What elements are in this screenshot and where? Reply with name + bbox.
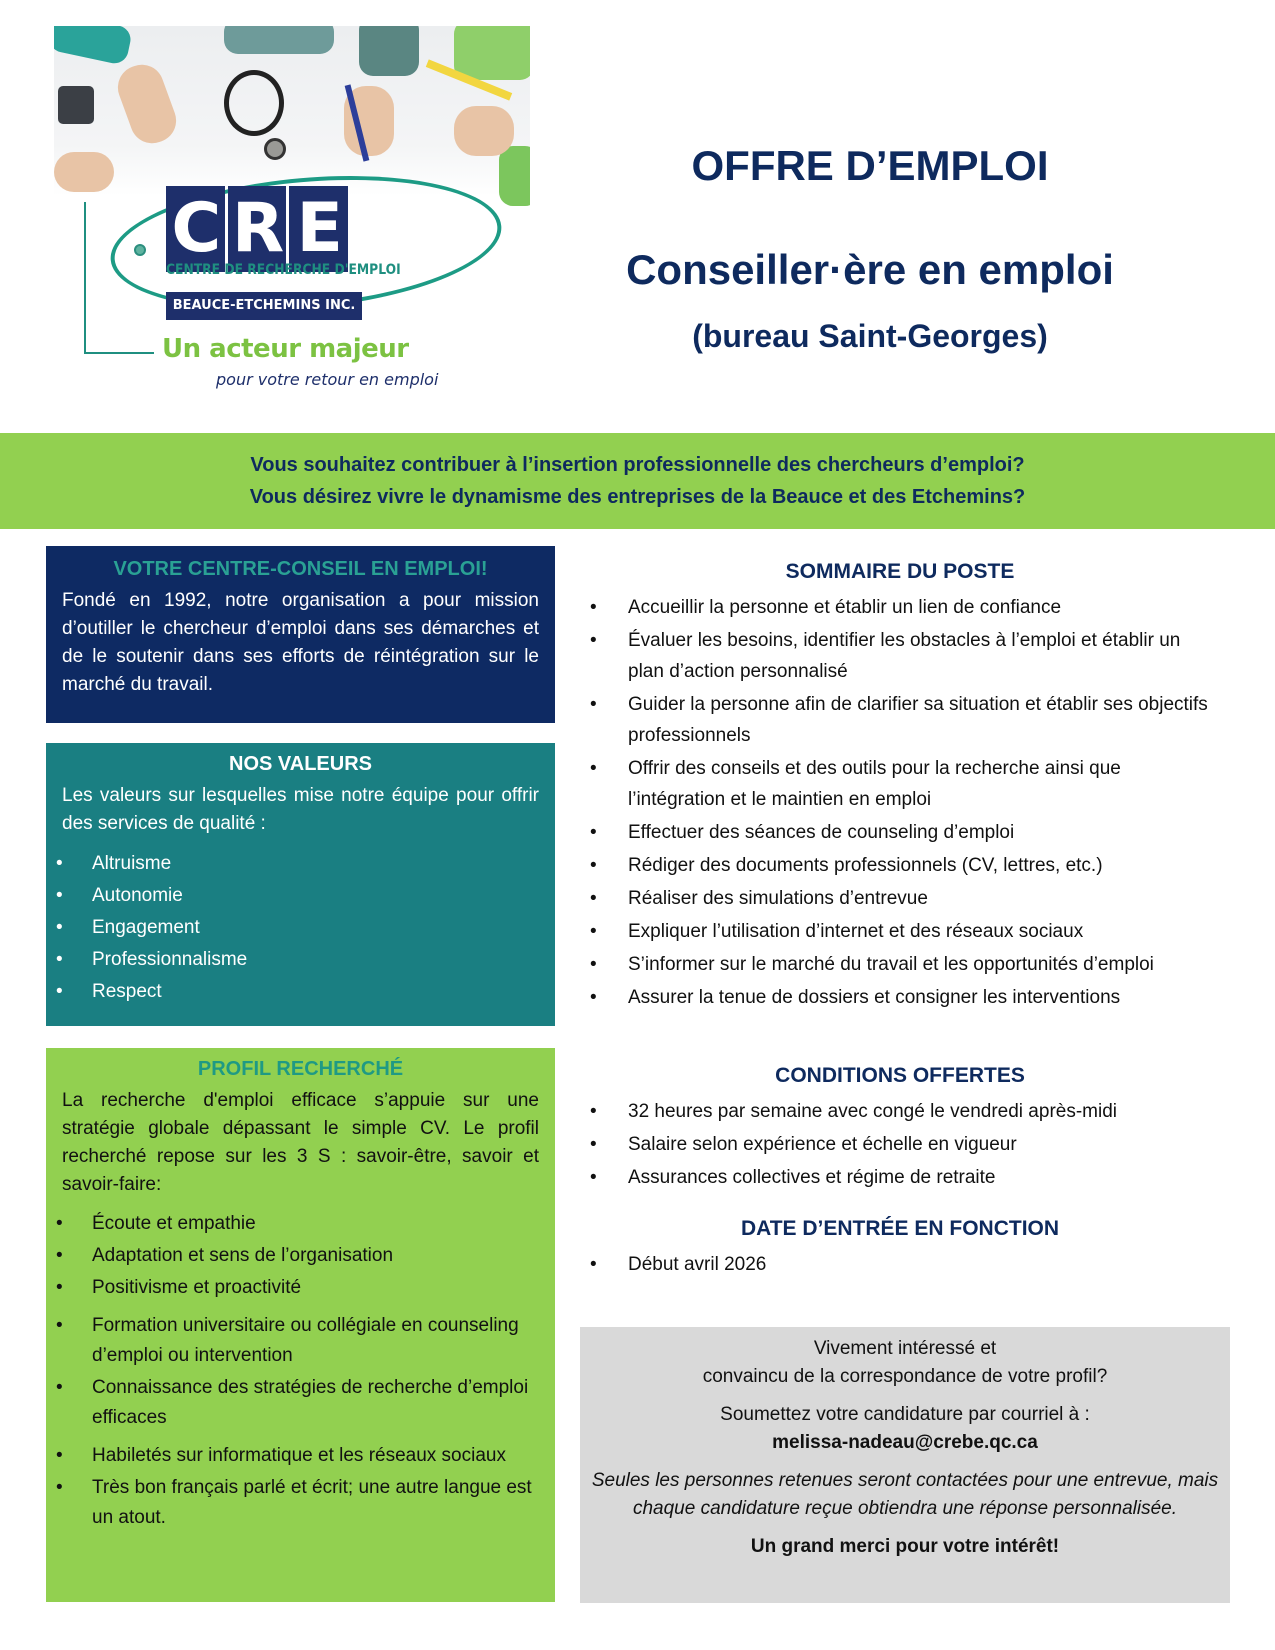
section-heading: VOTRE CENTRE-CONSEIL EN EMPLOI! [113, 558, 488, 580]
list-item-text: Expliquer l’utilisation d’internet et des réseaux sociaux [628, 921, 1084, 942]
list-item [590, 949, 1210, 980]
job-title: Conseiller·ère en emploi [626, 246, 1114, 293]
list-item [590, 1162, 1210, 1193]
profile-section [46, 1048, 555, 1602]
conditions-list [590, 1096, 1210, 1193]
bullet-icon: • [590, 954, 597, 975]
sleeve-shape [359, 26, 419, 76]
list-item-text: Offrir des conseils et des outils pour la recherche ainsi que l’intégration et le maintien en emploi [628, 758, 1121, 810]
start-date-list [590, 1249, 1210, 1280]
section-heading: DATE D’ENTRÉE EN FONCTION [740, 1217, 1060, 1240]
section-heading: CONDITIONS OFFERTES [775, 1064, 1025, 1087]
stethoscope-head-icon [264, 138, 286, 160]
list-item [590, 625, 1210, 687]
bullet-icon: • [56, 1445, 63, 1466]
list-item [56, 1473, 539, 1533]
list-item [590, 850, 1210, 881]
organization-region: BEAUCE-ETCHEMINS INC. [166, 292, 362, 320]
list-item-text: Adaptation et sens de l’organisation [92, 1245, 394, 1266]
section-text: Fondé en 1992, notre organisation a pour mission d’outiller le chercheur d’emploi dans ses démarches et de le soutenir dans ses efforts de réintégration sur le marché du travail. [62, 590, 539, 695]
list-item [56, 880, 539, 912]
hands-photo [54, 26, 530, 196]
centre-section [46, 546, 555, 723]
banner-line: Vous désirez vivre le dynamisme des entreprises de la Beauce et des Etchemins? [249, 486, 1026, 508]
job-summary-section [590, 560, 1210, 1015]
list-item-text: Réaliser des simulations d’entrevue [628, 888, 928, 909]
bullet-icon: • [56, 885, 63, 906]
logo-letter: E [289, 186, 348, 272]
list-item [590, 1096, 1210, 1127]
values-list [56, 848, 539, 1008]
list-item [56, 1311, 539, 1371]
values-section [46, 743, 555, 1026]
list-item [590, 689, 1210, 751]
list-item [56, 976, 539, 1008]
office-location: (bureau Saint-Georges) [692, 318, 1048, 354]
contact-box [580, 1327, 1230, 1603]
bullet-icon: • [56, 981, 63, 1002]
bullet-icon: • [56, 1377, 63, 1398]
list-item-text: Habiletés sur informatique et les réseaux sociaux [92, 1445, 506, 1466]
bullet-icon: • [590, 888, 597, 909]
list-item [56, 1241, 539, 1271]
bullet-icon: • [56, 1213, 63, 1234]
title-block [570, 140, 1170, 356]
contact-line: convaincu de la correspondance de votre profil? [702, 1366, 1108, 1387]
bullet-icon: • [590, 1167, 597, 1188]
list-item-text: Très bon français parlé et écrit; une autre langue est un atout. [92, 1477, 532, 1528]
list-item-text: Formation universitaire ou collégiale en counseling d’emploi ou intervention [92, 1315, 519, 1366]
organization-name: CENTRE DE RECHERCHE D'EMPLOI [166, 262, 401, 278]
bullet-icon: • [590, 1134, 597, 1155]
logo-bracket-line [84, 202, 86, 352]
list-item [590, 592, 1210, 623]
list-item [56, 848, 539, 880]
bullet-icon: • [56, 1277, 63, 1298]
slogan-subtitle: pour votre retour en emploi [216, 370, 439, 389]
list-item-text: Guider la personne afin de clarifier sa situation et établir ses objectifs professionnels [628, 694, 1208, 746]
list-item [590, 753, 1210, 815]
thank-you-message: Un grand merci pour votre intérêt! [750, 1536, 1060, 1557]
intro-banner [0, 433, 1275, 529]
contact-line: Vivement intéressé et [813, 1338, 997, 1359]
phone-icon [58, 86, 94, 124]
stethoscope-icon [224, 70, 284, 136]
sleeve-shape [54, 26, 133, 66]
bullet-icon: • [56, 917, 63, 938]
list-item-text: Rédiger des documents professionnels (CV, lettres, etc.) [628, 855, 1103, 876]
cre-logo [166, 186, 348, 272]
bullet-icon: • [56, 1245, 63, 1266]
bullet-icon: • [590, 987, 597, 1008]
hand-shape [54, 152, 114, 192]
contact-email-link[interactable]: melissa-nadeau@crebe.qc.ca [772, 1432, 1038, 1453]
bullet-icon: • [590, 1101, 597, 1122]
list-item-text: Salaire selon expérience et échelle en vigueur [628, 1134, 1017, 1155]
logo-letter: C [166, 186, 225, 272]
list-item [590, 1129, 1210, 1160]
bullet-icon: • [590, 630, 597, 651]
list-item-text: Positivisme et proactivité [92, 1277, 302, 1298]
page-title: OFFRE D’EMPLOI [691, 142, 1049, 189]
list-item-text: Évaluer les besoins, identifier les obstacles à l’emploi et établir un plan d’action personnalisé [628, 630, 1181, 682]
profile-list [56, 1209, 539, 1533]
list-item-text: Professionnalisme [92, 949, 248, 970]
logo-letter: R [228, 186, 287, 272]
bullet-icon: • [590, 921, 597, 942]
bullet-icon: • [56, 949, 63, 970]
header-logo-image [54, 26, 530, 422]
section-text: Les valeurs sur lesquelles mise notre équipe pour offrir des services de qualité : [62, 785, 539, 834]
spacer [580, 1391, 1230, 1401]
sleeve-shape [454, 26, 530, 80]
bullet-icon: • [56, 853, 63, 874]
list-item-text: Assurer la tenue de dossiers et consigner les interventions [628, 987, 1121, 1008]
start-date-section [590, 1217, 1210, 1282]
sleeve-shape [499, 146, 530, 206]
list-item [56, 1273, 539, 1303]
list-item [590, 916, 1210, 947]
section-heading: NOS VALEURS [229, 753, 372, 775]
section-heading: PROFIL RECHERCHÉ [197, 1058, 404, 1080]
list-item-text: 32 heures par semaine avec congé le vendredi après-midi [628, 1101, 1117, 1122]
bullet-icon: • [590, 694, 597, 715]
list-item [590, 817, 1210, 848]
bullet-icon: • [590, 855, 597, 876]
list-item [56, 912, 539, 944]
list-item [56, 944, 539, 976]
logo-orbit-dot [134, 244, 146, 256]
list-item-text: Connaissance des stratégies de recherche d’emploi efficaces [92, 1377, 529, 1428]
bullet-icon: • [56, 1315, 63, 1336]
list-item-text: S’informer sur le marché du travail et les opportunités d’emploi [628, 954, 1154, 975]
bullet-icon: • [590, 758, 597, 779]
section-heading: SOMMAIRE DU POSTE [785, 560, 1015, 583]
job-summary-list [590, 592, 1210, 1013]
bullet-icon: • [590, 597, 597, 618]
submit-instruction: Soumettez votre candidature par courriel à : [720, 1404, 1090, 1425]
contact-note: Seules les personnes retenues seront contactées pour une entrevue, mais chaque candidature reçue obtiendra une réponse personnalisée. [591, 1470, 1219, 1519]
sleeve-shape [224, 26, 334, 54]
list-item [590, 982, 1210, 1013]
list-item [590, 883, 1210, 914]
list-item-text: Écoute et empathie [92, 1213, 256, 1234]
list-item [590, 1249, 1210, 1280]
logo-bracket-line [84, 352, 154, 354]
bullet-icon: • [56, 1477, 63, 1498]
banner-line: Vous souhaitez contribuer à l’insertion professionnelle des chercheurs d’emploi? [250, 454, 1025, 476]
hand-shape [454, 106, 514, 156]
list-item-text: Altruisme [92, 853, 172, 874]
hand-shape [112, 59, 183, 150]
list-item [56, 1441, 539, 1471]
slogan: Un acteur majeur [162, 334, 409, 364]
spacer [580, 1457, 1230, 1467]
bullet-icon: • [590, 1254, 597, 1275]
list-item-text: Début avril 2026 [628, 1254, 767, 1275]
section-text: La recherche d'emploi efficace s’appuie sur une stratégie globale dépassant le simple CV. Le profil recherché repose sur les 3 S : savoir-être, savoir et savoir-faire: [62, 1090, 539, 1195]
list-item-text: Accueillir la personne et établir un lien de confiance [628, 597, 1062, 618]
list-item-text: Respect [92, 981, 162, 1002]
list-item [56, 1209, 539, 1239]
bullet-icon: • [590, 822, 597, 843]
conditions-section [590, 1064, 1210, 1195]
list-item [56, 1373, 539, 1433]
list-item-text: Engagement [92, 917, 200, 938]
list-item-text: Assurances collectives et régime de retraite [628, 1167, 996, 1188]
list-item-text: Autonomie [92, 885, 183, 906]
list-item-text: Effectuer des séances de counseling d’emploi [628, 822, 1015, 843]
